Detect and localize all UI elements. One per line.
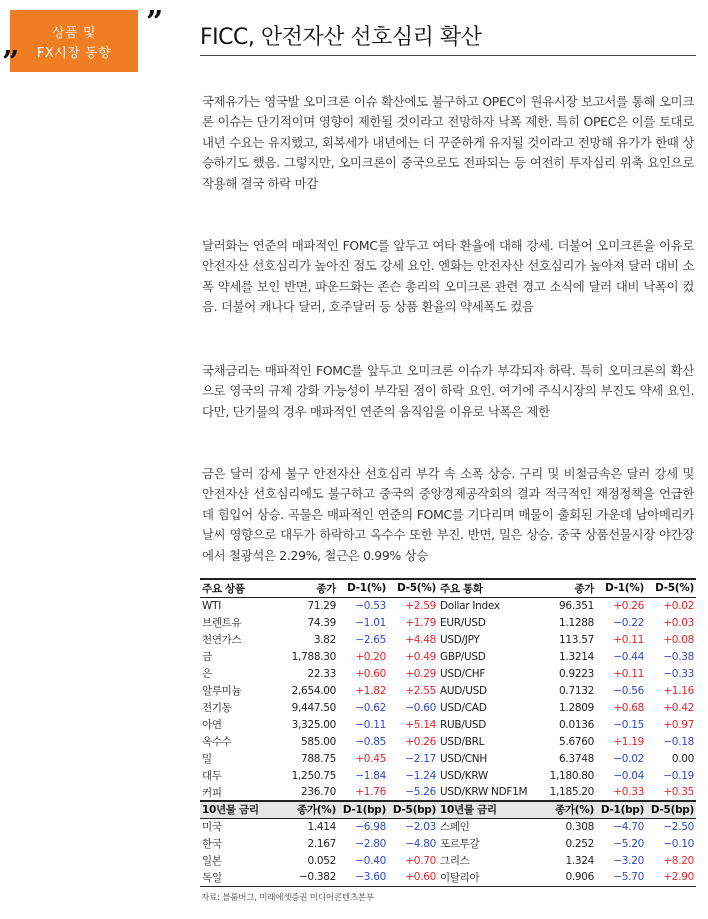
table-cell: 1.414 [307, 820, 336, 833]
table-cell: −1.01 [355, 616, 386, 629]
table-cell: −0.85 [355, 735, 386, 748]
table-cell: 0.7132 [559, 684, 594, 697]
paragraph-bonds: 국채금리는 매파적인 FOMC를 앞두고 오미크론 이슈가 부각되자 하락. 특히 오미크론의 확산으로 영국의 규제 강화 가능성이 부각된 점이 하락 요인. 여기에 주식시장의 부진도 약세 요인. 다만, 단기물의 경우 매파적인 연준의 움직임을 이유로 낙폭은 제한 [202, 363, 694, 419]
table-cell: +0.26 [613, 599, 644, 612]
column-header: D-5(%) [655, 582, 694, 595]
table-cell: −1.24 [405, 769, 436, 782]
bond-table-row [200, 852, 696, 869]
table-cell: 옥수수 [202, 736, 232, 748]
table-cell: 6.3748 [559, 752, 594, 765]
paragraph-oil: 국제유가는 영국발 오미크론 이슈 확산에도 불구하고 OPEC이 원유시장 보고서를 통해 오미크론 이슈는 단기적이며 영향이 제한될 것이라고 전망하자 낙폭 제한. 특히 OPEC은 이를 토대로 내년 수요는 유지했고, 회복세가 내년에는 더 꾸준하게 유지될 것이라고 전망해 유가가 한때 상승하기도 했음. 그렇지만, 오미크론이 중국으로도 전파되는 등 여전히 투자심리 위축 요인으로 작용해 결국 하락 마감 [202, 94, 694, 191]
table-cell: 1.2809 [559, 701, 594, 714]
table-cell: −5.26 [405, 786, 436, 798]
column-header: D-5(bp) [392, 803, 436, 816]
table-cell: +0.03 [663, 616, 694, 629]
table-cell: 한국 [202, 838, 222, 850]
table-cell: 미국 [202, 821, 222, 834]
table-cell: −2.03 [405, 820, 436, 833]
table-cell: 113.57 [559, 633, 594, 646]
column-header: 종가 [574, 582, 594, 595]
table-cell: 9,447.50 [291, 701, 336, 714]
table-cell: +1.16 [663, 684, 694, 697]
table-cell: +4.48 [405, 633, 436, 646]
table-cell: +0.20 [355, 650, 386, 663]
table-cell: −0.33 [663, 667, 694, 680]
market-table-row [200, 767, 696, 784]
column-header: D-5(bp) [650, 803, 694, 816]
table-cell: 0.252 [565, 837, 594, 850]
table-cell: 브렌트유 [202, 617, 242, 629]
table-cell: RUB/USD [440, 718, 487, 731]
table-cell: 3,325.00 [291, 718, 336, 731]
table-cell: AUD/USD [440, 684, 487, 697]
table-cell: +1.82 [355, 684, 386, 697]
market-table-row [200, 631, 696, 648]
table-cell: −0.53 [355, 599, 386, 612]
market-table-row [200, 784, 696, 801]
bond-table-row [200, 818, 696, 835]
table-cell: +0.42 [663, 701, 694, 714]
market-table-row [200, 750, 696, 767]
table-cell: −0.56 [613, 684, 644, 697]
table-cell: +1.79 [405, 616, 436, 629]
table-cell: 0.906 [565, 871, 594, 884]
table-cell: 독일 [202, 871, 222, 884]
table-cell: +2.55 [405, 684, 436, 697]
badge-line-2: FX시장 동향 [36, 46, 112, 61]
table-cell: −0.38 [663, 650, 694, 663]
table-cell: 2,654.00 [291, 684, 336, 697]
bond-table-row [200, 869, 696, 886]
table-cell: +0.97 [663, 718, 694, 731]
table-cell: −4.80 [405, 837, 436, 850]
market-table-row [200, 699, 696, 716]
table-cell: 0.00 [671, 752, 694, 765]
table-cell: −0.10 [663, 837, 694, 850]
paragraph-dollar: 달러화는 연준의 매파적인 FOMC를 앞두고 여타 환율에 대해 강세. 더불어 오미크론을 이유로 안전자산 선호심리가 높아진 점도 강세 요인. 엔화는 안전자산 선호심리가 높아져 달러 대비 소폭 약세를 보인 반면, 파운드화는 존슨 총리의 오미크론 관련 경고 소식에 달러 대비 낙폭이 컸음. 더불어 캐나다 달러, 호주달러 등 상품 환율의 약세폭도 컸음 [202, 238, 694, 315]
table-cell: EUR/USD [440, 616, 486, 629]
table-cell: 2.167 [307, 837, 336, 850]
column-header: D-1(%) [347, 582, 386, 595]
column-header: D-1(bp) [342, 803, 386, 816]
table-cell: USD/JPY [440, 633, 480, 646]
table-cell: +0.49 [405, 650, 436, 663]
table-cell: 일본 [202, 855, 222, 867]
market-table-row [200, 682, 696, 699]
table-cell: +0.70 [405, 854, 436, 867]
table-cell: −0.11 [355, 718, 386, 731]
table-cell: −1.84 [355, 769, 386, 782]
table-cell: 1,185.20 [549, 786, 594, 798]
table-cell: 788.75 [301, 752, 336, 765]
table-cell: GBP/USD [440, 650, 486, 663]
table-cell: 1.3214 [559, 650, 594, 663]
table-cell: 5.6760 [559, 735, 594, 748]
column-header: 10년물 금리 [202, 804, 259, 817]
table-cell: +0.33 [613, 786, 644, 798]
table-cell: +2.59 [405, 599, 436, 612]
table-cell: −0.15 [613, 718, 644, 731]
section-badge [10, 10, 138, 72]
table-cell: +0.68 [613, 701, 644, 714]
market-table [200, 578, 696, 887]
table-cell: USD/CNH [440, 752, 487, 765]
column-header: 주요 상품 [202, 582, 245, 595]
table-cell: 금 [202, 651, 212, 663]
table-cell: 커피 [202, 786, 222, 799]
table-cell: −2.17 [405, 752, 436, 765]
market-table-row [200, 597, 696, 614]
table-cell: 1,788.30 [291, 650, 336, 663]
table-cell: 22.33 [307, 667, 336, 680]
table-cell: +0.08 [663, 633, 694, 646]
table-cell: Dollar Index [440, 599, 500, 612]
table-cell: +0.29 [405, 667, 436, 680]
source-note: 자료: 블룸버그, 미래에셋증권 미디어콘텐츠본부 [201, 893, 374, 903]
table-cell: −0.04 [613, 769, 644, 782]
table-cell: +1.76 [355, 786, 386, 798]
table-cell: +0.45 [355, 752, 386, 765]
table-cell: 1.1288 [559, 616, 594, 629]
table-cell: 1.324 [565, 854, 594, 867]
table-cell: USD/CAD [440, 701, 487, 714]
table-cell: 이탈리아 [440, 871, 480, 884]
badge-line-1: 상품 및 [52, 26, 96, 41]
market-table-header [200, 579, 696, 597]
table-cell: +0.11 [613, 633, 644, 646]
table-cell: 전기동 [202, 702, 232, 714]
table-cell: 알루미늄 [202, 685, 242, 697]
table-cell: 0.9223 [559, 667, 594, 680]
table-cell: +8.20 [663, 854, 694, 867]
table-cell: −0.62 [355, 701, 386, 714]
column-header: 종가(%) [297, 804, 336, 817]
table-cell: −0.382 [298, 871, 336, 884]
quote-mark-close: ” [2, 45, 20, 80]
quote-mark-open: ” [146, 5, 164, 40]
table-cell: 대두 [202, 770, 222, 782]
column-header: D-5(%) [397, 582, 436, 595]
table-cell: +0.26 [405, 735, 436, 748]
market-table-row [200, 716, 696, 733]
table-cell: 1,250.75 [291, 769, 336, 782]
bond-table-header [200, 801, 696, 818]
table-cell: USD/BRL [440, 735, 485, 748]
table-cell: 71.29 [307, 599, 336, 612]
table-cell: −5.70 [613, 871, 644, 884]
table-cell: +0.11 [613, 667, 644, 680]
table-cell: −0.22 [613, 616, 644, 629]
market-table-row [200, 614, 696, 631]
market-table-row [200, 733, 696, 750]
table-cell: +0.60 [355, 667, 386, 680]
table-cell: −2.65 [355, 633, 386, 646]
table-cell: USD/KRW NDF1M [440, 786, 528, 798]
table-cell: 236.70 [301, 786, 336, 798]
table-cell: 1,180.80 [549, 769, 594, 782]
table-cell: +1.19 [613, 735, 644, 748]
table-cell: −0.40 [355, 854, 386, 867]
table-cell: 96.351 [559, 599, 594, 612]
title-divider [200, 55, 696, 56]
table-cell: −0.60 [405, 701, 436, 714]
table-cell: 585.00 [301, 735, 336, 748]
table-cell: 밀 [202, 753, 212, 765]
table-cell: 그리스 [440, 855, 470, 867]
table-cell: −3.20 [613, 854, 644, 867]
table-cell: 아연 [202, 719, 222, 731]
column-header: D-1(%) [605, 582, 644, 595]
column-header: 종가 [316, 582, 336, 595]
table-cell: +0.60 [405, 871, 436, 884]
table-cell: 은 [202, 668, 212, 680]
table-cell: 포르투갈 [440, 838, 480, 850]
market-table-row [200, 648, 696, 665]
column-header: D-1(bp) [600, 803, 644, 816]
table-cell: 천연가스 [202, 634, 242, 646]
table-cell: USD/CHF [440, 667, 486, 680]
table-cell: +2.90 [663, 871, 694, 884]
table-cell: WTI [202, 599, 221, 612]
bond-table-row [200, 835, 696, 852]
page-title: FICC, 안전자산 선호심리 확산 [200, 25, 482, 50]
market-table-row [200, 665, 696, 682]
column-header: 10년물 금리 [440, 804, 497, 817]
table-cell: −3.60 [355, 871, 386, 884]
table-cell: −2.50 [663, 820, 694, 833]
table-cell: 0.0136 [559, 718, 594, 731]
table-cell: −0.44 [613, 650, 644, 663]
table-cell: 3.82 [313, 633, 336, 646]
table-cell: −4.70 [613, 820, 644, 833]
table-cell: 0.052 [307, 854, 336, 867]
table-cell: +0.02 [663, 599, 694, 612]
table-cell: −0.18 [663, 735, 694, 748]
column-header: 종가(%) [555, 804, 594, 817]
table-cell: −2.80 [355, 837, 386, 850]
table-cell: −0.19 [663, 769, 694, 782]
table-cell: 74.39 [307, 616, 336, 629]
column-header: 주요 통화 [440, 582, 483, 595]
table-cell: 스페인 [440, 821, 470, 834]
table-cell: −5.20 [613, 837, 644, 850]
table-cell: +5.14 [405, 718, 436, 731]
table-cell: −0.02 [613, 752, 644, 765]
table-cell: +0.35 [663, 786, 694, 798]
table-cell: −6.98 [355, 820, 386, 833]
table-cell: 0.308 [565, 820, 594, 833]
table-cell: USD/KRW [440, 769, 489, 782]
paragraph-commodities: 금은 달러 강세 불구 안전자산 선호심리 부각 속 소폭 상승. 구리 및 비철금속은 달러 강세 및 안전자산 선호심리에도 불구하고 중국의 중앙경제공작회의 결과 적극적인 재정정책을 언급한 데 힘입어 상승. 곡물은 매파적인 연준의 FOMC를 기다리며 매물이 출회된 가운데 남아메리카 날씨 영향으로 대두가 하락하고 옥수수 또한 부진. 반면, 밀은 상승. 중국 상품선물시장 야간장에서 철광석은 2.29%, 철근은 0.99% 상승 [202, 466, 694, 563]
